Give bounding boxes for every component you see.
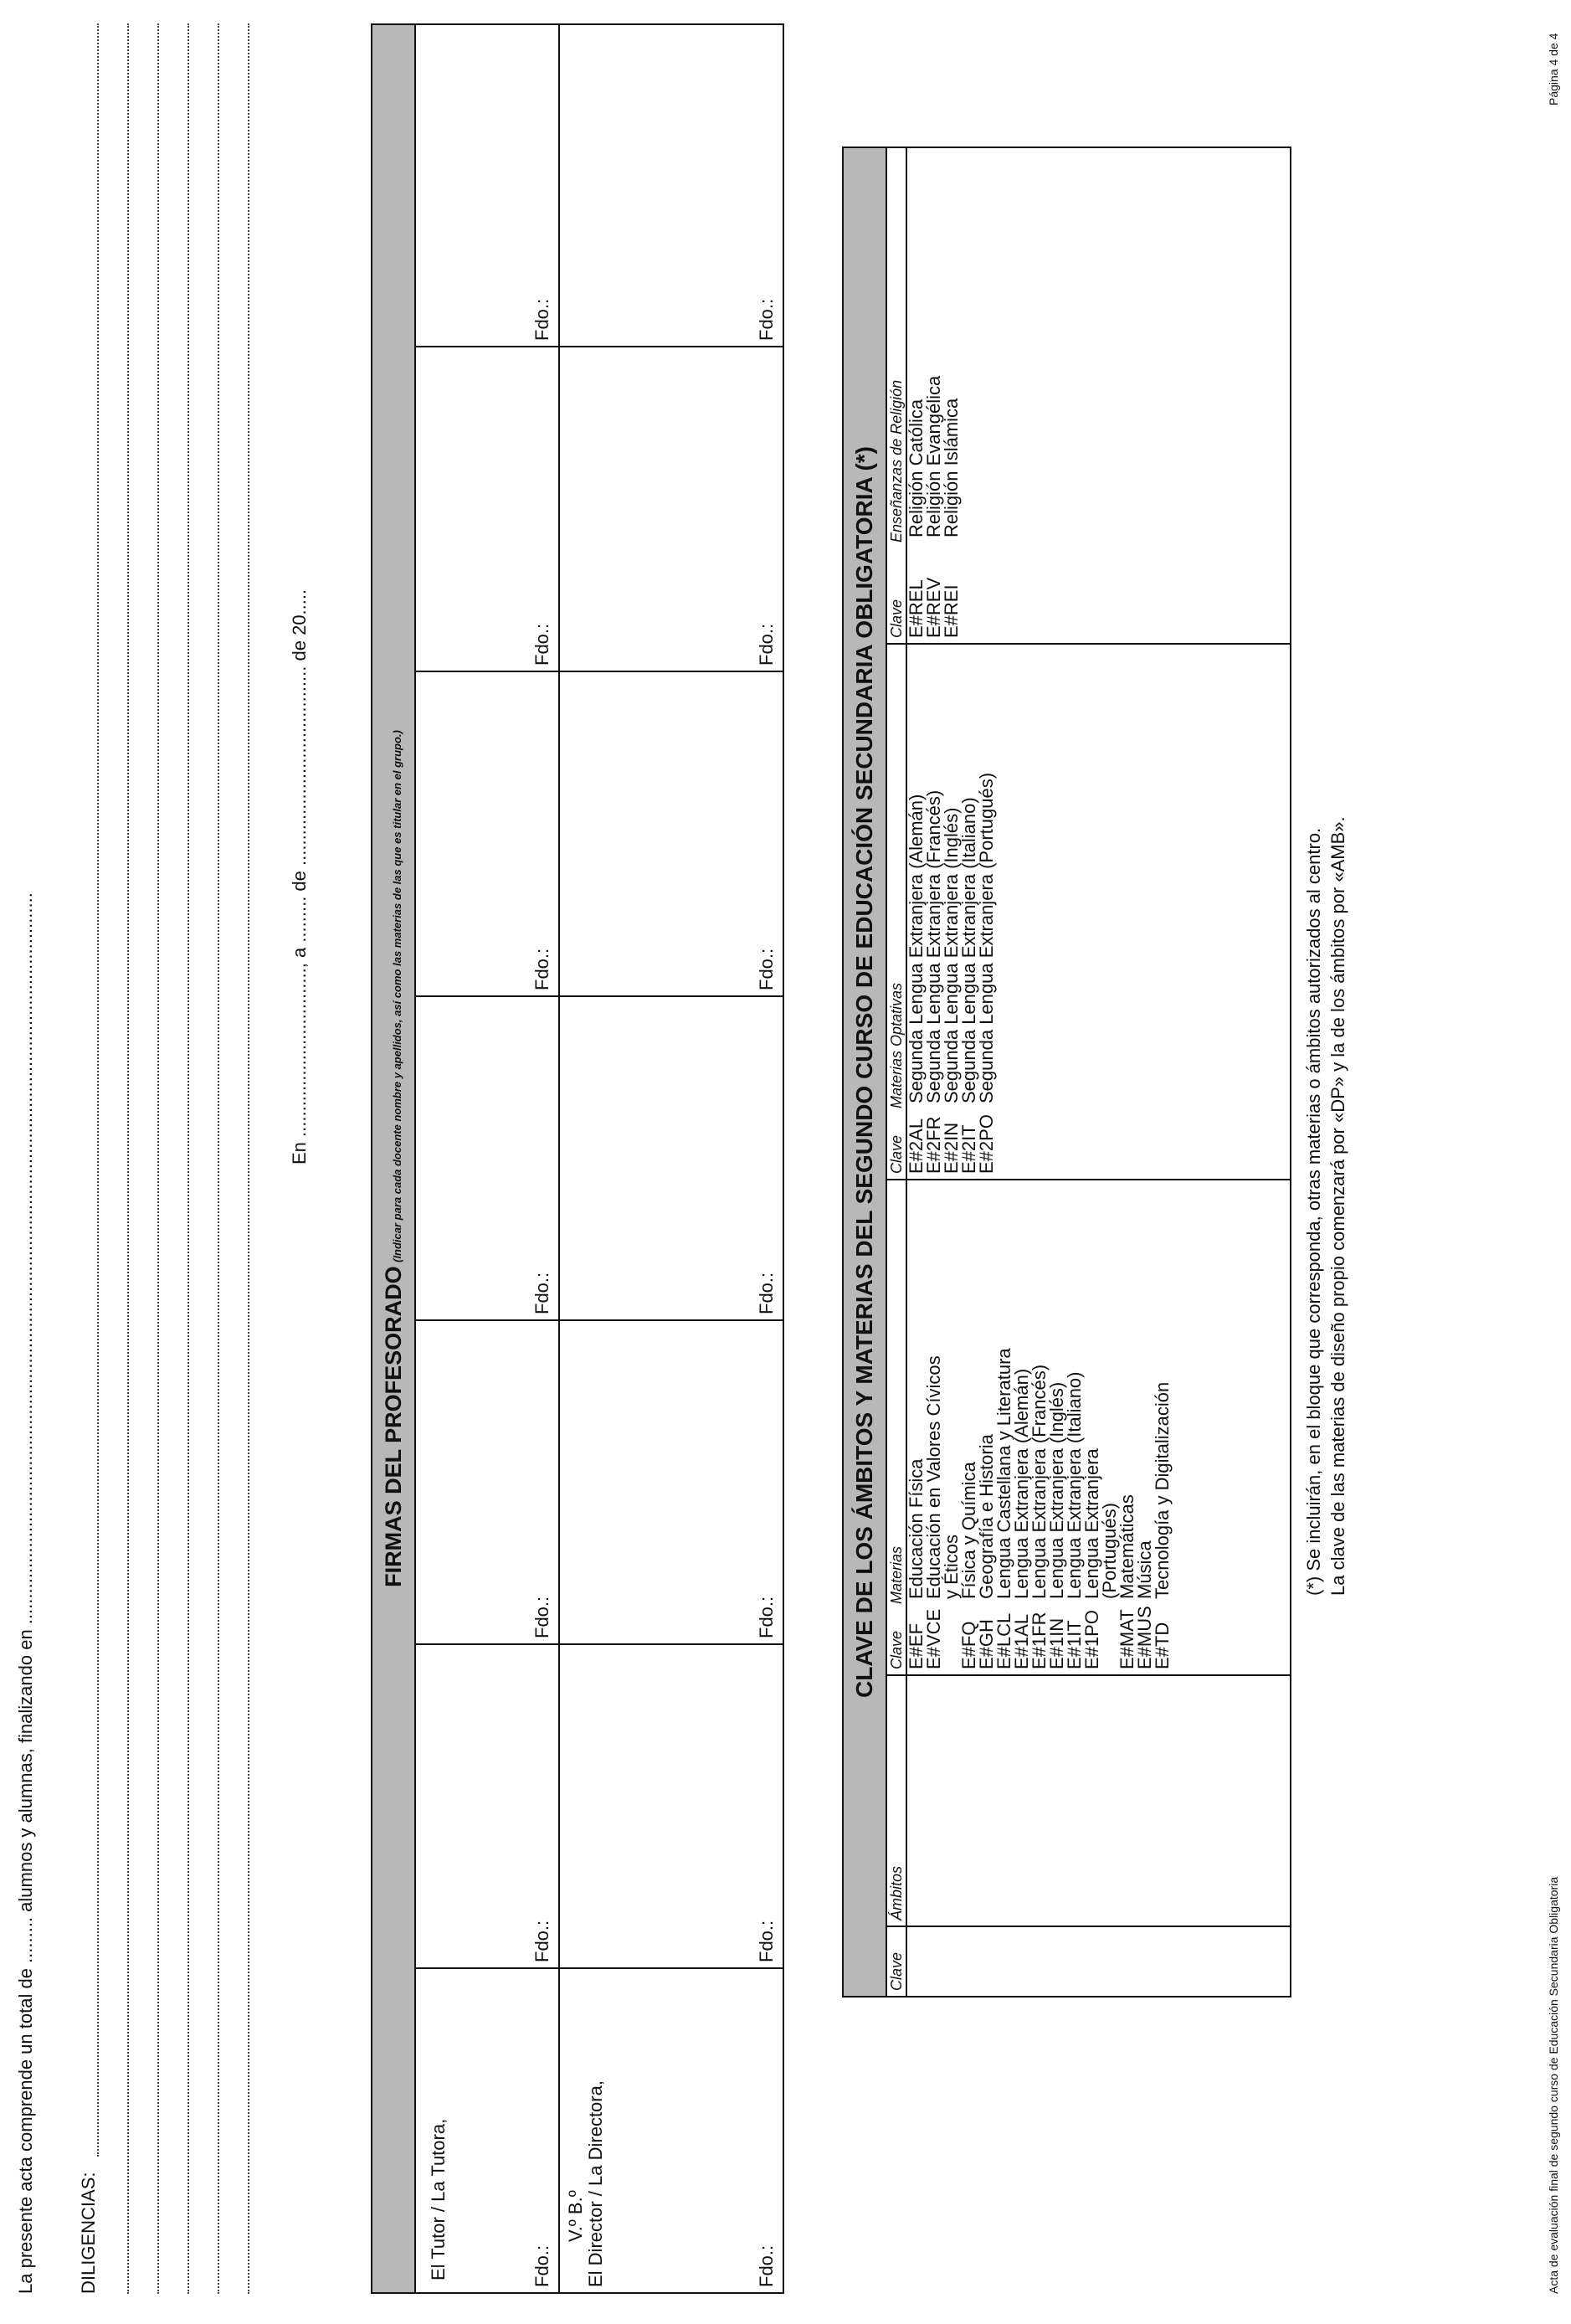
- diligencias-line[interactable]: [97, 23, 99, 2157]
- clave-header: Clave: [886, 1927, 907, 1996]
- fdo-label: Fdo.:: [531, 948, 552, 990]
- materia-code: E#1AL: [1011, 1613, 1032, 1669]
- religion-name: Religión Evangélica: [923, 375, 944, 537]
- materia-row: [907, 1180, 925, 1674]
- vb-label: V.º B.º: [565, 2190, 586, 2242]
- fdo-label: Fdo.:: [756, 298, 777, 341]
- religion-header-row: [886, 148, 907, 643]
- teacher-signature-cell[interactable]: [560, 1319, 783, 1643]
- footer-page-number: Página 4 de 4: [1547, 33, 1560, 105]
- optativa-code: E#2AL: [906, 1118, 927, 1174]
- materia-name: Lengua Extranjera (Inglés): [1046, 1381, 1067, 1599]
- place-date-line: En ................................., a ......... de ....................................... de 20.....: [289, 589, 310, 1165]
- fdo-label: Fdo.:: [531, 298, 552, 341]
- materia-name: Lengua Extranjera (Italiano): [1064, 1371, 1085, 1599]
- teacher-signature-cell[interactable]: [560, 1643, 783, 1967]
- fdo-label: Fdo.:: [756, 948, 777, 990]
- materia-row: [1118, 1180, 1136, 1674]
- fdo-label: Fdo.:: [531, 623, 552, 666]
- optativa-name: Segunda Lengua Extranjera (Portugués): [976, 772, 997, 1103]
- teacher-signature-cell[interactable]: [560, 25, 783, 346]
- teacher-signature-cell[interactable]: [560, 346, 783, 671]
- materia-row: [1030, 1180, 1048, 1674]
- diligencias-line[interactable]: [218, 23, 219, 2294]
- teacher-signature-cell[interactable]: [414, 1319, 558, 1643]
- footer-left: Acta de evaluación final de segundo curso de Educación Secundaria Obligatoria: [1547, 1876, 1560, 2294]
- religion-block: [886, 148, 1290, 643]
- materia-code: E#MUS: [1134, 1606, 1155, 1669]
- fdo-label: Fdo.:: [531, 2244, 552, 2287]
- optativas-header-row: [886, 645, 907, 1179]
- diligencias-line[interactable]: [157, 23, 159, 2294]
- tutor-label-text: El Tutor / La Tutora,: [428, 2118, 449, 2280]
- director-label: El Director / La Directora,: [585, 2080, 606, 2287]
- optativa-code: E#2IN: [941, 1122, 962, 1174]
- materia-name: Geografía e Historia: [976, 1434, 997, 1599]
- materia-code: E#EF: [906, 1622, 927, 1669]
- signatures-subtitle: (Indicar para cada docente nombre y apellidos, así como las materias de las que es titular en el grupo.): [391, 730, 403, 1262]
- materia-code: E#LCL: [993, 1612, 1014, 1669]
- optativa-row: [960, 645, 978, 1179]
- materia-code: E#MAT: [1117, 1609, 1137, 1669]
- teacher-signature-cell[interactable]: [414, 25, 558, 346]
- materia-name: Educación Física: [906, 1458, 927, 1599]
- teacher-signature-cell[interactable]: [560, 995, 783, 1319]
- optativas-block: [886, 643, 1290, 1179]
- fdo-label: Fdo.:: [531, 1272, 552, 1314]
- materias-list: [907, 1180, 1171, 1674]
- materia-name: Matemáticas: [1117, 1494, 1137, 1599]
- clave-header: Clave: [888, 1134, 905, 1174]
- materia-name: Lengua Extranjera (Alemán): [1011, 1368, 1032, 1599]
- fdo-label: Fdo.:: [531, 1920, 552, 1962]
- religion-header: Enseñanzas de Religión: [888, 379, 905, 542]
- signatures-row-2: [560, 25, 783, 2292]
- fdo-label: Fdo.:: [756, 1920, 777, 1962]
- materias-header-row: [886, 1180, 907, 1674]
- optativa-name: Segunda Lengua Extranjera (Inglés): [941, 807, 962, 1103]
- optativa-name: Segunda Lengua Extranjera (Francés): [923, 789, 944, 1103]
- materia-row: [1065, 1180, 1083, 1674]
- optativa-name: Segunda Lengua Extranjera (Alemán): [906, 794, 927, 1103]
- optativa-code: E#2FR: [923, 1116, 944, 1174]
- optativa-name: Segunda Lengua Extranjera (Italiano): [958, 797, 979, 1103]
- optativa-row: [907, 645, 925, 1179]
- fdo-label: Fdo.:: [756, 1596, 777, 1638]
- materia-name: Lengua Extranjera (Francés): [1029, 1364, 1050, 1599]
- materia-code: E#VCE: [923, 1608, 944, 1669]
- ambitos-clave-column: [886, 1926, 1290, 1996]
- tutor-label: [428, 2119, 449, 2280]
- optativas-header: Materias Optativas: [888, 982, 905, 1108]
- religion-row: [925, 148, 942, 643]
- materia-row: [995, 1180, 1013, 1674]
- materia-name: Educación en Valores Cívicos y Éticos: [923, 1355, 962, 1599]
- religion-code: E#REI: [941, 584, 962, 638]
- religion-name: Religión Católica: [906, 398, 927, 537]
- religion-code: E#REV: [923, 577, 944, 638]
- religion-code: E#REL: [906, 579, 927, 638]
- materia-row: [1013, 1180, 1030, 1674]
- materia-row: [1153, 1180, 1171, 1674]
- religion-list: [907, 148, 960, 643]
- materia-code: E#FQ: [958, 1621, 979, 1669]
- materia-name: Lengua Extranjera (Portugués): [1081, 1448, 1120, 1599]
- teacher-signature-cell[interactable]: [414, 995, 558, 1319]
- key-table-title: CLAVE DE LOS ÁMBITOS Y MATERIAS DEL SEGUNDO CURSO DE EDUCACIÓN SECUNDARIA OBLIGATORIA (*): [844, 148, 887, 1996]
- diligencias-line[interactable]: [187, 23, 189, 2294]
- diligencias-label: DILIGENCIAS:: [78, 2172, 99, 2294]
- religion-row: [907, 148, 925, 643]
- director-signature-cell[interactable]: [560, 1967, 783, 2292]
- teacher-signature-cell[interactable]: [414, 1643, 558, 1967]
- fdo-label: Fdo.:: [756, 2244, 777, 2287]
- key-table: [842, 147, 1291, 1998]
- optativas-list: [907, 645, 995, 1179]
- materia-row: [1048, 1180, 1065, 1674]
- materia-code: E#TD: [1152, 1622, 1173, 1669]
- materia-name: Música: [1134, 1540, 1155, 1599]
- optativa-row: [978, 645, 995, 1179]
- ambitos-column: [886, 1674, 1290, 1926]
- religion-row: [942, 148, 960, 643]
- signatures-header: [372, 25, 416, 2292]
- clave-header: Clave: [888, 599, 905, 638]
- materia-code: E#GH: [976, 1619, 997, 1669]
- materia-row: [925, 1180, 960, 1674]
- materia-code: E#1IT: [1064, 1620, 1085, 1669]
- optativa-code: E#2IT: [958, 1124, 979, 1174]
- optativa-row: [942, 645, 960, 1179]
- materia-code: E#1FR: [1029, 1612, 1050, 1669]
- ambitos-header: Ámbitos: [886, 1676, 907, 1926]
- signatures-title: FIRMAS DEL PROFESORADO: [381, 1266, 406, 1587]
- diligencias-line[interactable]: [127, 23, 129, 2294]
- materias-header: Materias: [888, 1545, 905, 1604]
- signatures-row-1: [414, 25, 560, 2292]
- teacher-signature-cell[interactable]: [414, 671, 558, 995]
- optativa-row: [925, 645, 942, 1179]
- diligencias-line[interactable]: [248, 23, 249, 2294]
- materia-row: [978, 1180, 995, 1674]
- signatures-table: [371, 23, 784, 2294]
- materia-row: [1083, 1180, 1118, 1674]
- fdo-label: Fdo.:: [531, 1596, 552, 1638]
- materia-code: E#1PO: [1081, 1610, 1102, 1669]
- note-line-2: La clave de las materias de diseño propio comenzará por «DP» y la de los ámbitos por «AMB».: [1327, 816, 1348, 1596]
- materias-block: [886, 1179, 1290, 1674]
- materia-name: Física y Química: [958, 1462, 979, 1599]
- materia-code: E#1IN: [1046, 1617, 1067, 1669]
- materia-name: Tecnología y Digitalización: [1152, 1381, 1173, 1599]
- note-line-1: (*) Se incluirán, en el bloque que corresponda, otras materias o ámbitos autorizados al centro.: [1303, 827, 1324, 1596]
- tutor-signature-cell[interactable]: [414, 1967, 558, 2292]
- materia-row: [960, 1180, 978, 1674]
- teacher-signature-cell[interactable]: [560, 671, 783, 995]
- materia-row: [1136, 1180, 1153, 1674]
- optativa-code: E#2PO: [976, 1114, 997, 1174]
- clave-header: Clave: [888, 1630, 905, 1669]
- materia-name: Lengua Castellana y Literatura: [993, 1348, 1014, 1599]
- religion-name: Religión Islámica: [941, 398, 962, 537]
- fdo-label: Fdo.:: [756, 623, 777, 666]
- fdo-label: Fdo.:: [756, 1272, 777, 1314]
- acta-summary-text: La presente acta comprende un total de ......... alumnos y alumnas, finalizando en ...............................................................................................................................................: [15, 892, 36, 2294]
- teacher-signature-cell[interactable]: [414, 346, 558, 671]
